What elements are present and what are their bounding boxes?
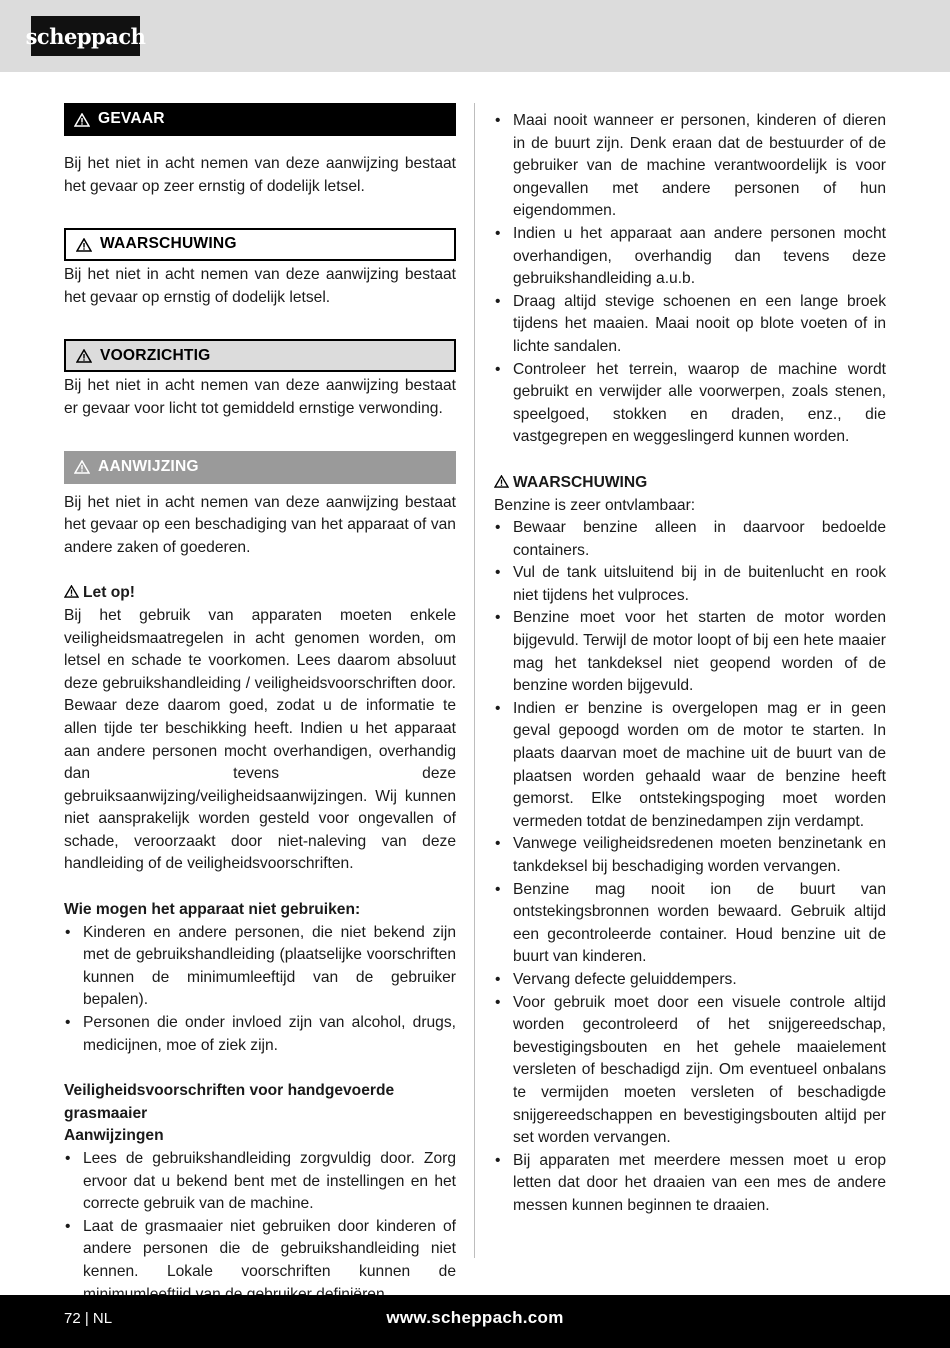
safety-heading: Veiligheidsvoorschriften voor handgevoerde grasmaaier (64, 1082, 395, 1122)
fuel-warning-title: WAARSCHUWING (513, 473, 648, 491)
general-safety-list (494, 110, 886, 449)
danger-text: Bij het niet in acht nemen van deze aanwijzing bestaat het gevaar op zeer ernstig of dodelijk letsel. (64, 155, 456, 195)
warning-title: WAARSCHUWING (100, 235, 237, 253)
page-number: 72 | NL (64, 1310, 113, 1327)
column-divider (474, 103, 475, 1258)
attention-heading (64, 582, 456, 605)
fuel-warning-heading (494, 472, 886, 495)
list-item: • Indien u het apparaat aan andere personen mocht overhandigen, overhandig dan tevens deze gebruikshandleiding a.u.b. (494, 223, 886, 291)
list-item: • Bewaar benzine alleen in daarvoor bedoelde containers. (494, 517, 886, 562)
warning-triangle-icon (76, 349, 92, 363)
list-item: • Draag altijd stevige schoenen en een lange broek tijdens het maaien. Maai nooit op blote voeten of in lichte sandalen. (494, 291, 886, 359)
brand-logo-text: scheppach (25, 23, 146, 49)
list-item: • Vul de tank uitsluitend bij in de buitenlucht en rook niet tijdens het vulproces. (494, 562, 886, 607)
notice-title: AANWIJZING (98, 457, 199, 475)
fuel-intro: Benzine is zeer ontvlambaar: (494, 496, 696, 514)
warning-triangle-icon (76, 238, 92, 252)
caution-box (64, 339, 456, 372)
list-item: • Bij apparaten met meerdere messen moet u erop letten dat door het draaien van een mes de andere messen kunnen beginnen te draaien. (494, 1150, 886, 1218)
fuel-list (494, 517, 886, 1217)
warning-text: Bij het niet in acht nemen van deze aanwijzing bestaat het gevaar op ernstig of dodelijk letsel. (64, 266, 456, 306)
list-item: • Maai nooit wanneer er personen, kinderen of dieren in de buurt zijn. Denk eraan dat de bestuurder of de gebruiker van de machine verantwoordelijk is voor ongevallen met andere personen of hun eigendommen. (494, 110, 886, 223)
list-item: • Benzine mag nooit ion de buurt van ontstekingsbronnen worden bewaard. Gebruik altijd een gecontroleerde container. Houd benzine uit de buurt van kinderen. (494, 879, 886, 969)
page-footer (0, 1295, 950, 1348)
attention-text: Bij het gebruik van apparaten moeten enkele veiligheidsmaatregelen in acht genomen worden, om letsel en schade te voorkomen. Lees daarom absoluut deze gebruikshandleiding / veiligheidsvoorschriften door. Bewaar deze daarom goed, zodat u de informatie te allen tijde ter beschikking heeft. Indien u het apparaat aan andere personen mocht overhandigen, overhandig dan tevens deze gebruiksaanwijzing/veiligheidsaanwijzingen. Wij kunnen niet aansprakelijk worden gesteld voor ongevallen of schade, veroorzaakt door niet-naleving van deze handleiding of de veiligheidsvoorschriften. (64, 606, 456, 873)
list-item: • Controleer het terrein, waarop de machine wordt gebruikt en verwijder alle voorwerpen, zoals stenen, speelgoed, stokken en draden, enz., die vastgegrepen en weggeslingerd kunnen worden. (494, 359, 886, 449)
brand-logo (25, 16, 146, 56)
right-column (494, 110, 886, 1218)
danger-title: GEVAAR (98, 110, 165, 128)
safety-subheading: Aanwijzingen (64, 1127, 164, 1145)
notice-box (64, 451, 456, 484)
notice-text: Bij het niet in acht nemen van deze aanwijzing bestaat het gevaar op een beschadiging van het apparaat of van andere zaken of goederen. (64, 493, 456, 556)
list-item: • Voor gebruik moet door een visuele controle altijd worden gecontroleerd of het snijgereedschap, bevestigingsbouten en het gehele maaielement versleten of beschadigd zijn. Om eventueel onbalans te vermijden moeten versleten of beschadigde snijgereedschappen en bevestigingsbouten altijd per set worden vervangen. (494, 992, 886, 1150)
page-header (0, 0, 950, 72)
list-item: • Laat de grasmaaier niet gebruiken door kinderen of andere personen die de gebruikshandleiding niet kennen. Lokale voorschriften kunnen de (64, 1216, 456, 1306)
danger-box (64, 103, 456, 136)
who-may-not-heading: Wie mogen het apparaat niet gebruiken: (64, 901, 361, 919)
warning-triangle-icon (494, 475, 509, 488)
attention-title: Let op! (83, 584, 135, 602)
caution-title: VOORZICHTIG (100, 346, 211, 364)
warning-triangle-icon (64, 585, 79, 598)
list-item: • Personen die onder invloed zijn van alcohol, drugs, medicijnen, moe of ziek zijn. (64, 1012, 456, 1057)
list-item: • Kinderen en andere personen, die niet bekend zijn met de gebruikshandleiding (plaatselijke voorschriften kunnen de minimumleeftijd van de gebruiker bepalen). (64, 922, 456, 1012)
website-link[interactable]: www.scheppach.com (386, 1308, 564, 1327)
caution-text: Bij het niet in acht nemen van deze aanwijzing bestaat er gevaar voor licht tot gemiddeld ernstige verwonding. (64, 377, 456, 417)
who-may-not-list (64, 922, 456, 1058)
left-column (64, 103, 456, 1306)
safety-list (64, 1148, 456, 1306)
warning-box (64, 228, 456, 261)
list-item: • Lees de gebruikshandleiding zorgvuldig door. Zorg ervoor dat u bekend bent met de instellingen en het correcte gebruik van de machine. (64, 1148, 456, 1216)
list-item: • Indien er benzine is overgelopen mag er in geen geval gepoogd worden om de motor te starten. In plaats daarvan moet de machine uit de buurt van de plaatsen worden gehaald waar de benzine heeft gemorst. Elke ontstekingspoging moet worden vermeden totdat de benzinedampen zijn verdampt. (494, 698, 886, 834)
list-item: • Vervang defecte geluiddempers. (494, 969, 886, 992)
warning-triangle-icon (74, 113, 90, 127)
warning-triangle-icon (74, 460, 90, 474)
list-item: • Benzine moet voor het starten de motor worden bijgevuld. Terwijl de motor loopt of bij een hete maaier mag het tankdeksel niet geopend worden of de benzine worden bijgevuld. (494, 607, 886, 697)
list-item: • Vanwege veiligheidsredenen moeten benzinetank en tankdeksel bij beschadiging worden vervangen. (494, 833, 886, 878)
